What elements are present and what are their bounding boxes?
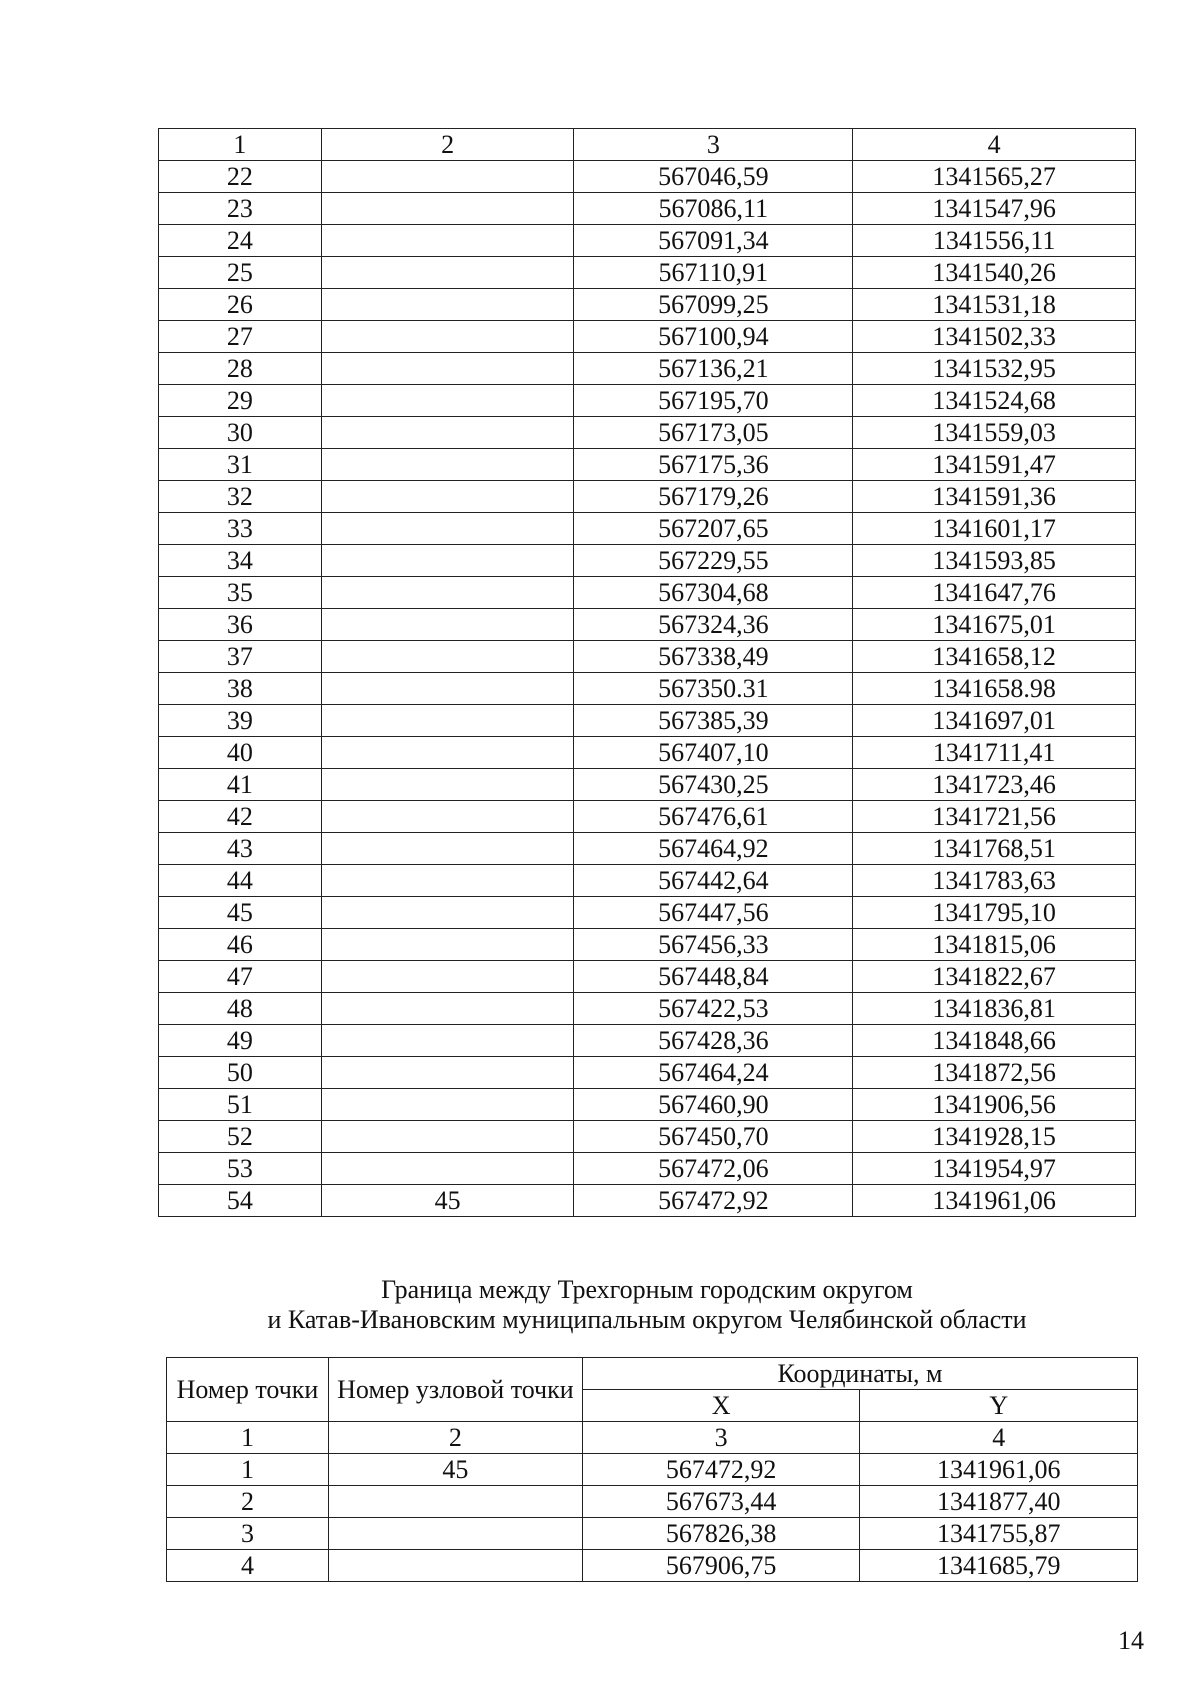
x-coordinate-cell: 567304,68 (574, 577, 853, 609)
point-number-cell: 34 (159, 545, 322, 577)
table-row (159, 321, 1136, 353)
x-coordinate-cell: 567448,84 (574, 961, 853, 993)
point-number-cell: 48 (159, 993, 322, 1025)
column-number-cell: 4 (853, 129, 1136, 161)
node-point-cell (321, 417, 574, 449)
x-coordinate-cell: 567350.31 (574, 673, 853, 705)
table-row (159, 673, 1136, 705)
node-point-cell (321, 545, 574, 577)
node-point-cell (321, 385, 574, 417)
point-number-cell: 38 (159, 673, 322, 705)
section-heading (158, 1275, 1136, 1335)
x-coordinate-cell: 567460,90 (574, 1089, 853, 1121)
point-number-cell: 44 (159, 865, 322, 897)
table-row (159, 289, 1136, 321)
node-point-cell (321, 929, 574, 961)
point-number-cell: 40 (159, 737, 322, 769)
table-row (167, 1454, 1138, 1486)
node-point-number-header: Номер узловой точки (328, 1358, 582, 1422)
y-coordinate-cell: 1341502,33 (853, 321, 1136, 353)
point-number-cell: 53 (159, 1153, 322, 1185)
node-point-cell (321, 673, 574, 705)
node-point-cell (328, 1518, 582, 1550)
point-number-cell: 1 (167, 1454, 329, 1486)
y-coordinate-cell: 1341658,12 (853, 641, 1136, 673)
node-point-cell (321, 769, 574, 801)
point-number-cell: 30 (159, 417, 322, 449)
table-row (159, 1185, 1136, 1217)
table-row (159, 929, 1136, 961)
column-numbers-row (167, 1422, 1138, 1454)
table-header-row (159, 129, 1136, 161)
y-coordinate-cell: 1341815,06 (853, 929, 1136, 961)
point-number-cell: 45 (159, 897, 322, 929)
table-row (159, 897, 1136, 929)
table-row (159, 449, 1136, 481)
table-row (159, 1057, 1136, 1089)
y-coordinate-cell: 1341836,81 (853, 993, 1136, 1025)
x-coordinate-cell: 567324,36 (574, 609, 853, 641)
node-point-cell (321, 609, 574, 641)
point-number-cell: 4 (167, 1550, 329, 1582)
table-row (159, 609, 1136, 641)
y-coordinate-cell: 1341647,76 (853, 577, 1136, 609)
point-number-cell: 35 (159, 577, 322, 609)
point-number-cell: 47 (159, 961, 322, 993)
node-point-cell (321, 1057, 574, 1089)
node-point-cell (321, 321, 574, 353)
table-row (159, 833, 1136, 865)
table-row (159, 385, 1136, 417)
point-number-cell: 42 (159, 801, 322, 833)
point-number-cell: 3 (167, 1518, 329, 1550)
table-row (159, 1121, 1136, 1153)
y-coordinate-cell: 1341591,47 (853, 449, 1136, 481)
y-coordinate-cell: 1341906,56 (853, 1089, 1136, 1121)
point-number-cell: 37 (159, 641, 322, 673)
node-point-cell (321, 577, 574, 609)
node-point-cell (321, 1089, 574, 1121)
table-head-row (167, 1358, 1138, 1390)
x-coordinate-cell: 567464,92 (574, 833, 853, 865)
x-coordinate-cell: 567100,94 (574, 321, 853, 353)
table-row (167, 1486, 1138, 1518)
x-coordinate-cell: 567385,39 (574, 705, 853, 737)
point-number-cell: 41 (159, 769, 322, 801)
table-row (159, 961, 1136, 993)
y-coordinate-cell: 1341565,27 (853, 161, 1136, 193)
node-point-cell (321, 865, 574, 897)
node-point-cell (321, 225, 574, 257)
y-coordinate-cell: 1341872,56 (853, 1057, 1136, 1089)
coordinates-table-continued (158, 128, 1136, 1217)
y-coordinate-cell: 1341848,66 (853, 1025, 1136, 1057)
x-coordinate-cell: 567430,25 (574, 769, 853, 801)
column-number-cell: 1 (159, 129, 322, 161)
y-coordinate-cell: 1341685,79 (860, 1550, 1138, 1582)
y-coordinate-cell: 1341928,15 (853, 1121, 1136, 1153)
node-point-cell (321, 737, 574, 769)
x-coordinate-cell: 567099,25 (574, 289, 853, 321)
node-point-cell (321, 289, 574, 321)
point-number-cell: 46 (159, 929, 322, 961)
x-coordinate-cell: 567476,61 (574, 801, 853, 833)
y-coordinate-cell: 1341531,18 (853, 289, 1136, 321)
table-row (159, 865, 1136, 897)
column-number-cell: 4 (860, 1422, 1138, 1454)
x-coordinate-cell: 567136,21 (574, 353, 853, 385)
node-point-cell (321, 993, 574, 1025)
section-heading-line: Граница между Трехгорным городским округом (381, 1275, 913, 1304)
x-coordinate-cell: 567472,06 (574, 1153, 853, 1185)
point-number-cell: 22 (159, 161, 322, 193)
table-row (159, 513, 1136, 545)
table-row (159, 417, 1136, 449)
column-number-cell: 3 (574, 129, 853, 161)
x-coordinate-cell: 567173,05 (574, 417, 853, 449)
x-coordinate-cell: 567110,91 (574, 257, 853, 289)
x-coordinate-cell: 567207,65 (574, 513, 853, 545)
x-coordinate-cell: 567472,92 (582, 1454, 860, 1486)
node-point-cell (321, 353, 574, 385)
point-number-cell: 43 (159, 833, 322, 865)
node-point-cell (321, 257, 574, 289)
x-coordinate-cell: 567456,33 (574, 929, 853, 961)
column-number-cell: 2 (328, 1422, 582, 1454)
y-coordinate-cell: 1341961,06 (860, 1454, 1138, 1486)
node-point-cell (321, 897, 574, 929)
x-coordinate-cell: 567046,59 (574, 161, 853, 193)
node-point-cell (321, 481, 574, 513)
table-row (159, 193, 1136, 225)
column-number-cell: 3 (582, 1422, 860, 1454)
y-coordinate-cell: 1341591,36 (853, 481, 1136, 513)
x-coordinate-cell: 567086,11 (574, 193, 853, 225)
x-coordinate-cell: 567195,70 (574, 385, 853, 417)
point-number-cell: 36 (159, 609, 322, 641)
point-number-cell: 29 (159, 385, 322, 417)
table-row (159, 1089, 1136, 1121)
page-number: 14 (1118, 1626, 1144, 1655)
y-coordinate-cell: 1341795,10 (853, 897, 1136, 929)
y-coordinate-cell: 1341556,11 (853, 225, 1136, 257)
node-point-cell (321, 801, 574, 833)
x-coordinate-cell: 567826,38 (582, 1518, 860, 1550)
point-number-cell: 24 (159, 225, 322, 257)
point-number-cell: 39 (159, 705, 322, 737)
table-row (159, 1025, 1136, 1057)
y-coordinate-cell: 1341675,01 (853, 609, 1136, 641)
y-coordinate-cell: 1341877,40 (860, 1486, 1138, 1518)
y-coordinate-cell: 1341547,96 (853, 193, 1136, 225)
column-number-cell: 1 (167, 1422, 329, 1454)
node-point-cell (321, 641, 574, 673)
x-coordinate-cell: 567906,75 (582, 1550, 860, 1582)
point-number-cell: 32 (159, 481, 322, 513)
table-row (159, 481, 1136, 513)
node-point-cell (321, 705, 574, 737)
x-coordinate-cell: 567450,70 (574, 1121, 853, 1153)
section-heading-line: и Катав-Ивановским муниципальным округом Челябинской области (267, 1305, 1027, 1334)
point-number-cell: 31 (159, 449, 322, 481)
y-coordinate-cell: 1341961,06 (853, 1185, 1136, 1217)
y-coordinate-cell: 1341593,85 (853, 545, 1136, 577)
node-point-cell (321, 449, 574, 481)
table-row (159, 257, 1136, 289)
y-coordinate-cell: 1341755,87 (860, 1518, 1138, 1550)
x-coordinate-cell: 567091,34 (574, 225, 853, 257)
node-point-cell (321, 1025, 574, 1057)
point-number-cell: 51 (159, 1089, 322, 1121)
point-number-cell: 33 (159, 513, 322, 545)
x-coordinate-cell: 567428,36 (574, 1025, 853, 1057)
y-coordinate-cell: 1341540,26 (853, 257, 1136, 289)
y-coordinate-cell: 1341697,01 (853, 705, 1136, 737)
table-row (159, 1153, 1136, 1185)
y-coordinate-cell: 1341532,95 (853, 353, 1136, 385)
node-point-cell: 45 (321, 1185, 574, 1217)
y-coordinate-cell: 1341954,97 (853, 1153, 1136, 1185)
table-row (159, 161, 1136, 193)
table-row (159, 705, 1136, 737)
table-row (159, 769, 1136, 801)
y-coordinate-cell: 1341723,46 (853, 769, 1136, 801)
table-row (159, 225, 1136, 257)
point-number-cell: 26 (159, 289, 322, 321)
boundary-coordinates-table (166, 1357, 1138, 1582)
y-coordinate-cell: 1341721,56 (853, 801, 1136, 833)
point-number-cell: 25 (159, 257, 322, 289)
y-coordinate-cell: 1341524,68 (853, 385, 1136, 417)
y-coordinate-cell: 1341783,63 (853, 865, 1136, 897)
node-point-cell (321, 961, 574, 993)
x-coordinate-cell: 567422,53 (574, 993, 853, 1025)
node-point-cell (328, 1550, 582, 1582)
table-row (159, 545, 1136, 577)
y-header: Y (860, 1390, 1138, 1422)
point-number-cell: 50 (159, 1057, 322, 1089)
node-point-cell: 45 (328, 1454, 582, 1486)
x-coordinate-cell: 567407,10 (574, 737, 853, 769)
point-number-cell: 23 (159, 193, 322, 225)
node-point-cell (321, 513, 574, 545)
x-coordinate-cell: 567442,64 (574, 865, 853, 897)
table-row (159, 577, 1136, 609)
table-row (167, 1550, 1138, 1582)
node-point-cell (328, 1486, 582, 1518)
y-coordinate-cell: 1341711,41 (853, 737, 1136, 769)
node-point-cell (321, 161, 574, 193)
table-row (159, 801, 1136, 833)
x-coordinate-cell: 567464,24 (574, 1057, 853, 1089)
y-coordinate-cell: 1341822,67 (853, 961, 1136, 993)
x-coordinate-cell: 567673,44 (582, 1486, 860, 1518)
y-coordinate-cell: 1341768,51 (853, 833, 1136, 865)
node-point-cell (321, 193, 574, 225)
column-number-cell: 2 (321, 129, 574, 161)
table-row (159, 641, 1136, 673)
x-coordinate-cell: 567179,26 (574, 481, 853, 513)
point-number-cell: 27 (159, 321, 322, 353)
node-point-cell (321, 1153, 574, 1185)
y-coordinate-cell: 1341658.98 (853, 673, 1136, 705)
coordinates-header: Координаты, м (582, 1358, 1137, 1390)
x-coordinate-cell: 567175,36 (574, 449, 853, 481)
x-header: X (582, 1390, 860, 1422)
table-row (167, 1518, 1138, 1550)
y-coordinate-cell: 1341601,17 (853, 513, 1136, 545)
x-coordinate-cell: 567338,49 (574, 641, 853, 673)
node-point-cell (321, 833, 574, 865)
table-row (159, 737, 1136, 769)
x-coordinate-cell: 567229,55 (574, 545, 853, 577)
y-coordinate-cell: 1341559,03 (853, 417, 1136, 449)
point-number-cell: 52 (159, 1121, 322, 1153)
point-number-cell: 2 (167, 1486, 329, 1518)
table-row (159, 353, 1136, 385)
point-number-cell: 54 (159, 1185, 322, 1217)
node-point-cell (321, 1121, 574, 1153)
point-number-cell: 28 (159, 353, 322, 385)
table-row (159, 993, 1136, 1025)
x-coordinate-cell: 567447,56 (574, 897, 853, 929)
point-number-header: Номер точки (167, 1358, 329, 1422)
x-coordinate-cell: 567472,92 (574, 1185, 853, 1217)
point-number-cell: 49 (159, 1025, 322, 1057)
